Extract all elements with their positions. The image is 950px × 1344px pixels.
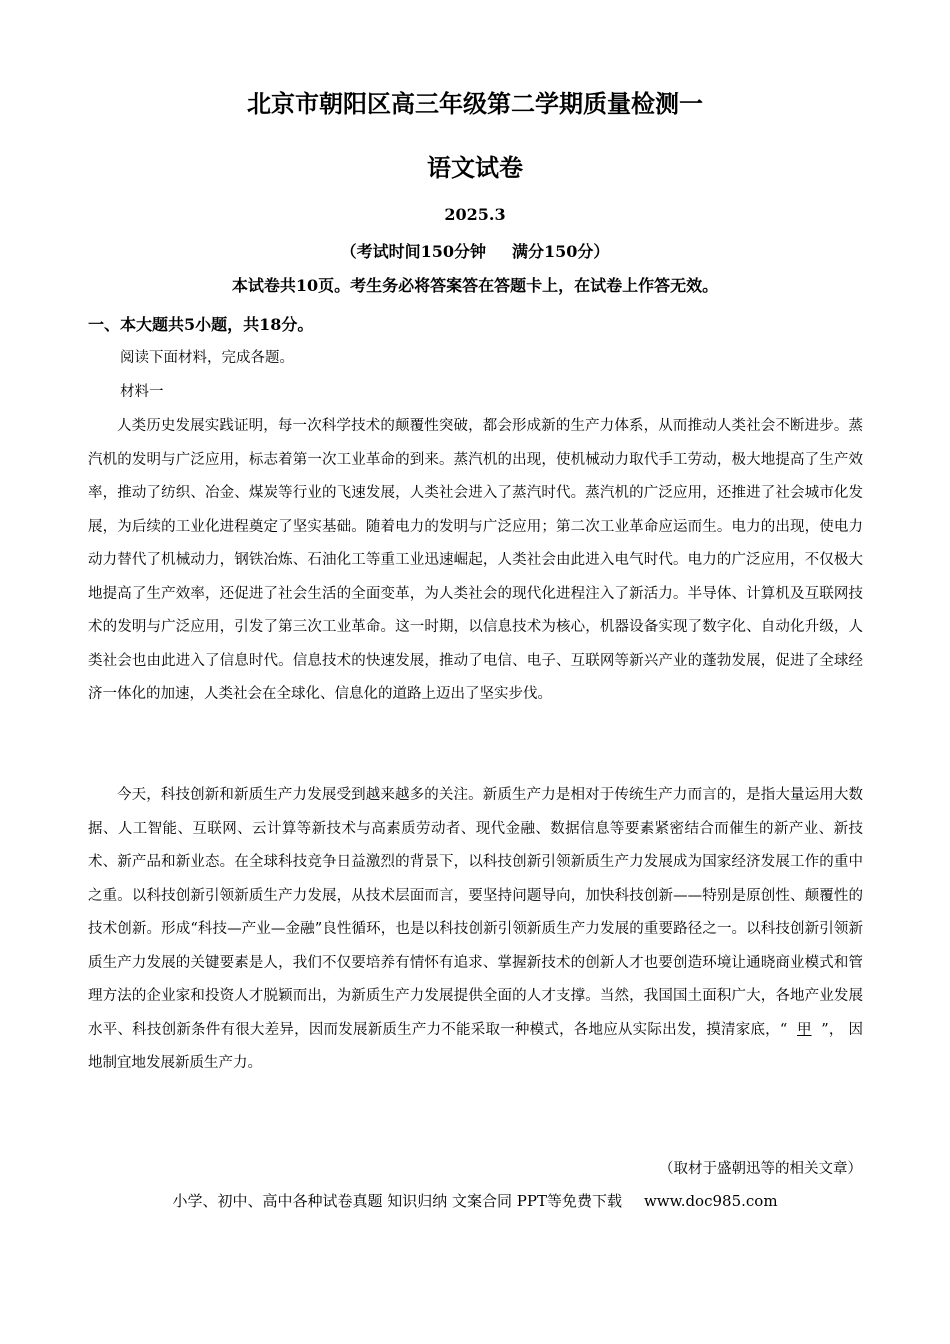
exam-notice: 本试卷共10页。考生务必将答案答在答题卡上，在试卷上作答无效。 [231,276,719,295]
paragraph-2 [88,779,863,1081]
footer [0,1190,950,1211]
material-label: 材料一 [120,384,164,400]
exam-subtitle: 语文试卷 [427,154,523,182]
section-heading: 一、本大题共5小题，共18分。 [88,315,314,334]
exam-date: 2025.3 [444,205,506,224]
source-citation: （取材于盛朝迅等的相关文章） [659,1161,862,1177]
exam-title: 北京市朝阳区高三年级第二学期质量检测一 [247,90,703,118]
exam-info [0,239,950,262]
reading-instruction: 阅读下面材料，完成各题。 [120,350,294,366]
full-score: 满分150分） [512,242,610,261]
paragraph-1: 人类历史发展实践证明，每一次科学技术的颠覆性突破，都会形成新的生产力体系，从而推动人类社会不断进步。蒸汽机的发明与广泛应用，标志着第一次工业革命的到来。蒸汽机的出现，使机械动力取代手工劳动，极大地提高了生产效率，推动了纺织、冶金、煤炭等行业的飞速发展，人类社会进入了蒸汽时代。蒸汽机的广泛应用，还推进了社会城市化发展，为后续的工业化进程奠定了坚实基础。随着电力的发明与广泛应用；第二次工业革命应运而生。电力的出现，使电力动力替代了机械动力，钢铁冶炼、石油化工等重工业迅速崛起，人类社会由此进入电气时代。电力的广泛应用，不仅极大地提高了生产效率，还促进了社会生活的全面变革，为人类社会的现代化进程注入了新活力。半导体、计算机及互联网技术的发明与广泛应用，引发了第三次工业革命。这一时期，以信息技术为核心，机器设备实现了数字化、自动化升级，人类社会也由此进入了信息时代。信息技术的快速发展，推动了电信、电子、互联网等新兴产业的蓬勃发展，促进了全球经济一体化的加速，人类社会在全球化、信息化的道路上迈出了坚实步伐。 [88,418,863,702]
fill-blank-jia: 甲 [797,1021,812,1038]
footer-url[interactable]: www.doc985.com [643,1192,778,1210]
footer-text: 小学、初中、高中各种试卷真题 知识归纳 文案合同 PPT等免费下载 [172,1192,622,1210]
exam-time: （考试时间150分钟 [340,242,486,261]
paragraph-2-main: 今天，科技创新和新质生产力发展受到越来越多的关注。新质生产力是相对于传统生产力而言的，是指大量运用大数据、人工智能、互联网、云计算等新技术与高素质劳动者、现代金融、数据信息等要素紧密结合而催生的新产业、新技术、新产品和新业态。在全球科技竞争日益激烈的背景下，以科技创新引领新质生产力发展成为国家经济发展工作的重中之重。以科技创新引领新质生产力发展，从技术层面而言，要坚持问题导向，加快科技创新——特别是原创性、颠覆性的技术创新。形成“科技—产业—金融”良性循环，也是以科技创新引领新质生产力发展的重要路径之一。以科技创新引领新质生产力发展的关键要素是人，我们不仅要培养有情怀有追求、掌握新技术的创新人才也要创造环境让通晓商业模式和管理方法的企业家和投资人才脱颖而出，为新质生产力发展提供全面的人才支撑。当然，我国国土面积广大，各地产业发展水平、科技创新条件有很大差异，因而发展新质生产力不能采取一种模式，各地应从实际出发，摸清家底，“ [88,787,863,1038]
paragraph-2-end: ”， 因地制宜地发展新质生产力。 [88,1021,863,1071]
